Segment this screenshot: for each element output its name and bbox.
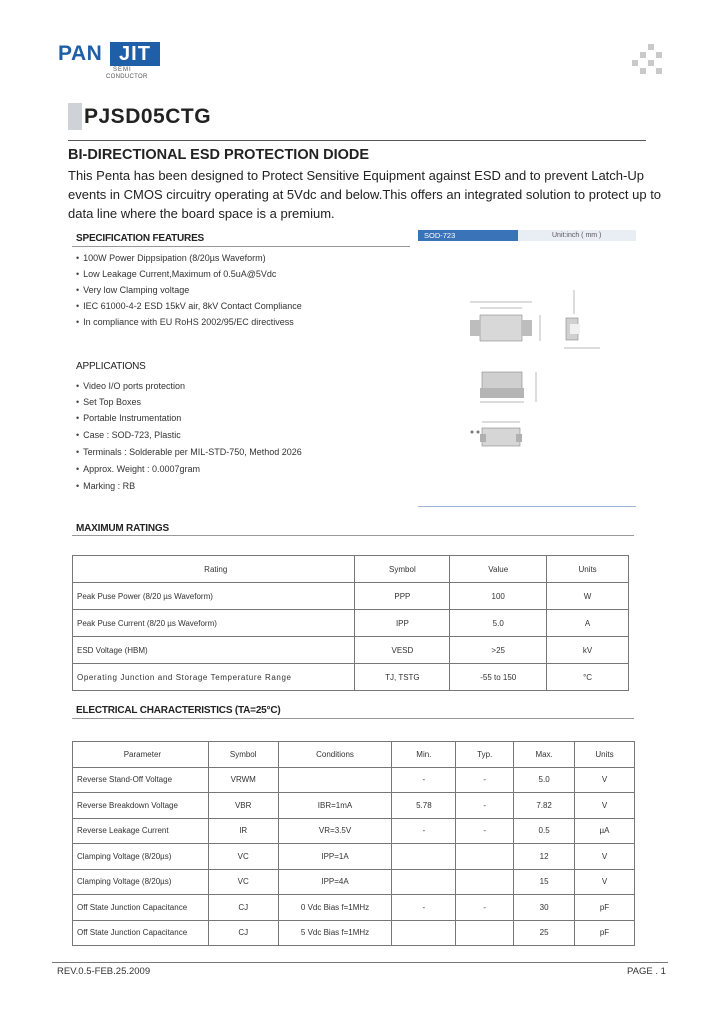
application-item: • Marking : RB: [76, 478, 302, 494]
parameter-cell: Off State Junction Capacitance: [73, 895, 209, 921]
header-units: Units: [575, 742, 635, 768]
max-cell: 25: [514, 920, 575, 946]
table-row: [73, 767, 635, 793]
page-number: PAGE . 1: [627, 966, 666, 977]
max-ratings-divider: [72, 535, 634, 536]
symbol-cell: VESD: [355, 637, 450, 664]
conditions-cell: IPP=1A: [278, 844, 392, 870]
rating-cell: Peak Puse Power (8/20 µs Waveform): [73, 583, 355, 610]
decorative-squares: [630, 44, 664, 78]
header-conditions: Conditions: [278, 742, 392, 768]
units-cell: kV: [547, 637, 629, 664]
value-cell: 100: [450, 583, 547, 610]
header-units: Units: [547, 556, 629, 583]
min-cell: [392, 869, 456, 895]
table-header-row: [73, 556, 629, 583]
document-title: BI-DIRECTIONAL ESD PROTECTION DIODE: [68, 147, 370, 163]
max-cell: 5.0: [514, 767, 575, 793]
min-cell: [392, 920, 456, 946]
symbol-cell: VC: [208, 844, 278, 870]
min-cell: -: [392, 767, 456, 793]
table-row: [73, 637, 629, 664]
symbol-cell: CJ: [208, 895, 278, 921]
header-symbol: Symbol: [208, 742, 278, 768]
units-cell: V: [575, 793, 635, 819]
package-outline-drawing: [460, 280, 630, 460]
description-paragraph: This Penta has been designed to Protect Sensitive Equipment against ESD and to prevent Latch-Up events in CMOS circuitry operating at 5Vdc and below.This offers an integrated solution to protect up to data line where the board space is a premium.: [68, 168, 662, 221]
conditions-cell: IPP=4A: [278, 869, 392, 895]
units-cell: pF: [575, 895, 635, 921]
title-divider: [68, 140, 646, 141]
electrical-table: [72, 741, 635, 946]
application-item: • Approx. Weight : 0.0007gram: [76, 461, 302, 477]
max-cell: 12: [514, 844, 575, 870]
parameter-cell: Reverse Leakage Current: [73, 818, 209, 844]
applications-heading: APPLICATIONS: [76, 361, 146, 372]
min-cell: [392, 844, 456, 870]
parameter-cell: Reverse Stand-Off Voltage: [73, 767, 209, 793]
units-cell: °C: [547, 664, 629, 691]
typ-cell: -: [456, 818, 514, 844]
symbol-cell: CJ: [208, 920, 278, 946]
units-cell: µA: [575, 818, 635, 844]
panjit-logo: [58, 42, 168, 82]
logo-jit-text: JIT: [110, 42, 160, 66]
max-cell: 30: [514, 895, 575, 921]
symbol-cell: IR: [208, 818, 278, 844]
application-item: • Case : SOD-723, Plastic: [76, 427, 302, 443]
parameter-cell: Clamping Voltage (8/20µs): [73, 869, 209, 895]
table-row: [73, 793, 635, 819]
max-cell: 15: [514, 869, 575, 895]
application-item: • Video I/O ports protection: [76, 378, 302, 394]
table-row: [73, 664, 629, 691]
feature-item: • 100W Power Dippsipation (8/20µs Waveform): [76, 250, 302, 266]
value-cell: 5.0: [450, 610, 547, 637]
value-cell: >25: [450, 637, 547, 664]
conditions-cell: 5 Vdc Bias f=1MHz: [278, 920, 392, 946]
rating-cell: Peak Puse Current (8/20 µs Waveform): [73, 610, 355, 637]
typ-cell: [456, 920, 514, 946]
logo-semi-text: SEMI: [113, 67, 132, 73]
header-parameter: Parameter: [73, 742, 209, 768]
max-ratings-table: [72, 555, 629, 691]
table-row: [73, 583, 629, 610]
parameter-cell: Clamping Voltage (8/20µs): [73, 844, 209, 870]
table-row: [73, 610, 629, 637]
symbol-cell: PPP: [355, 583, 450, 610]
header-value: Value: [450, 556, 547, 583]
header-max: Max.: [514, 742, 575, 768]
features-heading: SPECIFICATION FEATURES: [76, 233, 205, 244]
conditions-cell: IBR=1mA: [278, 793, 392, 819]
conditions-cell: 0 Vdc Bias f=1MHz: [278, 895, 392, 921]
logo-pan-text: PAN: [58, 42, 103, 65]
units-cell: V: [575, 767, 635, 793]
conditions-cell: VR=3.5V: [278, 818, 392, 844]
symbol-cell: VC: [208, 869, 278, 895]
rating-cell: Operating Junction and Storage Temperature Range: [73, 664, 355, 691]
min-cell: -: [392, 818, 456, 844]
part-number: PJSD05CTG: [84, 105, 212, 128]
application-item: • Portable Instrumentation: [76, 410, 302, 426]
footer-divider: [52, 962, 668, 963]
units-cell: V: [575, 869, 635, 895]
typ-cell: [456, 869, 514, 895]
units-cell: V: [575, 844, 635, 870]
electrical-heading: ELECTRICAL CHARACTERISTICS (TA=25°C): [76, 705, 281, 716]
applications-list: [76, 378, 302, 494]
parameter-cell: Off State Junction Capacitance: [73, 920, 209, 946]
application-item: • Terminals : Solderable per MIL-STD-750, Method 2026: [76, 444, 302, 460]
logo-conductor-text: CONDUCTOR: [106, 74, 148, 80]
symbol-cell: VRWM: [208, 767, 278, 793]
header-rating: Rating: [73, 556, 355, 583]
max-ratings-heading: MAXIMUM RATINGS: [76, 523, 169, 534]
typ-cell: -: [456, 767, 514, 793]
table-row: [73, 895, 635, 921]
table-row: [73, 869, 635, 895]
table-row: [73, 844, 635, 870]
part-number-accent: [68, 103, 82, 130]
features-list: [76, 250, 302, 330]
units-cell: A: [547, 610, 629, 637]
header-symbol: Symbol: [355, 556, 450, 583]
feature-item: • IEC 61000-4-2 ESD 15kV air, 8kV Contact Compliance: [76, 298, 302, 314]
feature-item: • Low Leakage Current,Maximum of 0.5uA@5Vdc: [76, 266, 302, 282]
typ-cell: -: [456, 895, 514, 921]
table-header-row: [73, 742, 635, 768]
header-min: Min.: [392, 742, 456, 768]
typ-cell: -: [456, 793, 514, 819]
table-row: [73, 920, 635, 946]
symbol-cell: IPP: [355, 610, 450, 637]
revision-label: REV.0.5-FEB.25.2009: [57, 966, 151, 977]
header-typ: Typ.: [456, 742, 514, 768]
package-unit-label: Unit:inch ( mm ): [552, 232, 602, 239]
rating-cell: ESD Voltage (HBM): [73, 637, 355, 664]
typ-cell: [456, 844, 514, 870]
symbol-cell: VBR: [208, 793, 278, 819]
value-cell: -55 to 150: [450, 664, 547, 691]
feature-item: • In compliance with EU RoHS 2002/95/EC directivess: [76, 314, 302, 330]
min-cell: -: [392, 895, 456, 921]
max-cell: 7.82: [514, 793, 575, 819]
package-panel-divider: [418, 506, 636, 507]
application-item: • Set Top Boxes: [76, 394, 302, 410]
conditions-cell: [278, 767, 392, 793]
units-cell: W: [547, 583, 629, 610]
table-row: [73, 818, 635, 844]
max-cell: 0.5: [514, 818, 575, 844]
parameter-cell: Reverse Breakdown Voltage: [73, 793, 209, 819]
electrical-divider: [72, 718, 634, 719]
symbol-cell: TJ, TSTG: [355, 664, 450, 691]
min-cell: 5.78: [392, 793, 456, 819]
units-cell: pF: [575, 920, 635, 946]
feature-item: • Very low Clamping voltage: [76, 282, 302, 298]
features-divider: [72, 246, 410, 247]
package-name-tab: SOD-723: [418, 230, 518, 241]
